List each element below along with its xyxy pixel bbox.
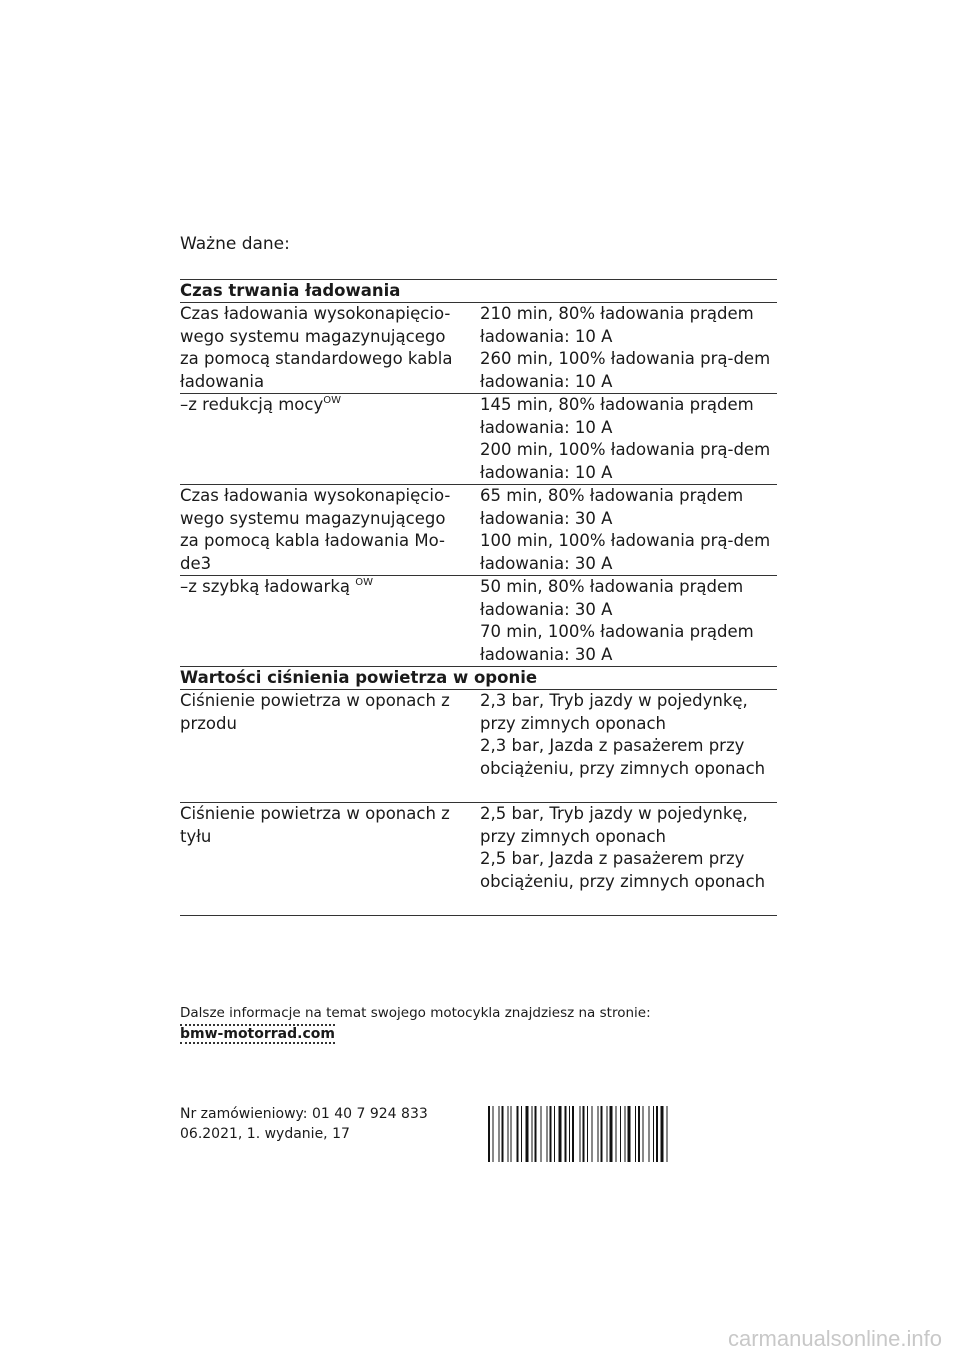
data-table <box>180 279 777 916</box>
row-label: –z redukcją mocy <box>180 395 324 414</box>
edition-info: 06.2021, 1. wydanie, 17 <box>180 1126 350 1142</box>
row-value: 2,3 bar, Jazda z pasażerem przy obciążeniu, przy zimnych oponach <box>480 736 766 778</box>
row-value: 65 min, 80% ładowania prądem ładowania: 30 A <box>480 486 744 528</box>
barcode <box>488 1106 778 1162</box>
row-value: 2,5 bar, Jazda z pasażerem przy obciążeniu, przy zimnych oponach <box>480 849 766 891</box>
row-label: Czas ładowania wysokonapięcio-wego systemu magazynującego za pomocą standardowego kabla ładowania <box>180 304 453 391</box>
row-value: 70 min, 100% ładowania prądem ładowania: 30 A <box>480 622 754 664</box>
table-row <box>180 394 777 485</box>
row-value: 50 min, 80% ładowania prądem ładowania: 30 A <box>480 577 744 619</box>
table-row <box>180 803 777 916</box>
row-label: Czas ładowania wysokonapięcio-wego systemu magazynującego za pomocą kabla ładowania Mo-de3 <box>180 486 451 573</box>
footer-info: Dalsze informacje na temat swojego motocykla znajdziesz na stronie: <box>180 1005 651 1021</box>
table-row <box>180 485 777 576</box>
row-value: 2,3 bar, Tryb jazdy w pojedynkę, przy zimnych oponach <box>480 691 748 733</box>
row-value: 145 min, 80% ładowania prądem ładowania: 10 A <box>480 395 754 437</box>
table-row <box>180 303 777 394</box>
page-heading: Ważne dane: <box>180 234 290 254</box>
table-row <box>180 576 777 667</box>
option-marker: OW <box>323 395 341 406</box>
order-number: Nr zamówieniowy: 01 40 7 924 833 <box>180 1106 428 1122</box>
section-title-tyre: Wartości ciśnienia powietrza w oponie <box>180 667 777 690</box>
option-marker: OW <box>355 577 373 588</box>
row-value: 2,5 bar, Tryb jazdy w pojedynkę, przy zimnych oponach <box>480 804 748 846</box>
order-info <box>180 1104 428 1144</box>
row-value: 260 min, 100% ładowania prą-dem ładowania: 10 A <box>480 349 771 391</box>
row-value: 200 min, 100% ładowania prą-dem ładowania: 10 A <box>480 440 771 482</box>
row-label: Ciśnienie powietrza w oponach z przodu <box>180 691 450 733</box>
row-label: Ciśnienie powietrza w oponach z tyłu <box>180 804 450 846</box>
row-label: –z szybką ładowarką <box>180 577 356 596</box>
table-row <box>180 690 777 803</box>
row-value: 210 min, 80% ładowania prądem ładowania: 10 A <box>480 304 754 346</box>
section-title-charging: Czas trwania ładowania <box>180 279 777 303</box>
watermark: carmanualsonline.info <box>727 1326 942 1351</box>
website-link[interactable]: bmw-motorrad.com <box>180 1026 335 1042</box>
row-value: 100 min, 100% ładowania prą-dem ładowania: 30 A <box>480 531 771 573</box>
